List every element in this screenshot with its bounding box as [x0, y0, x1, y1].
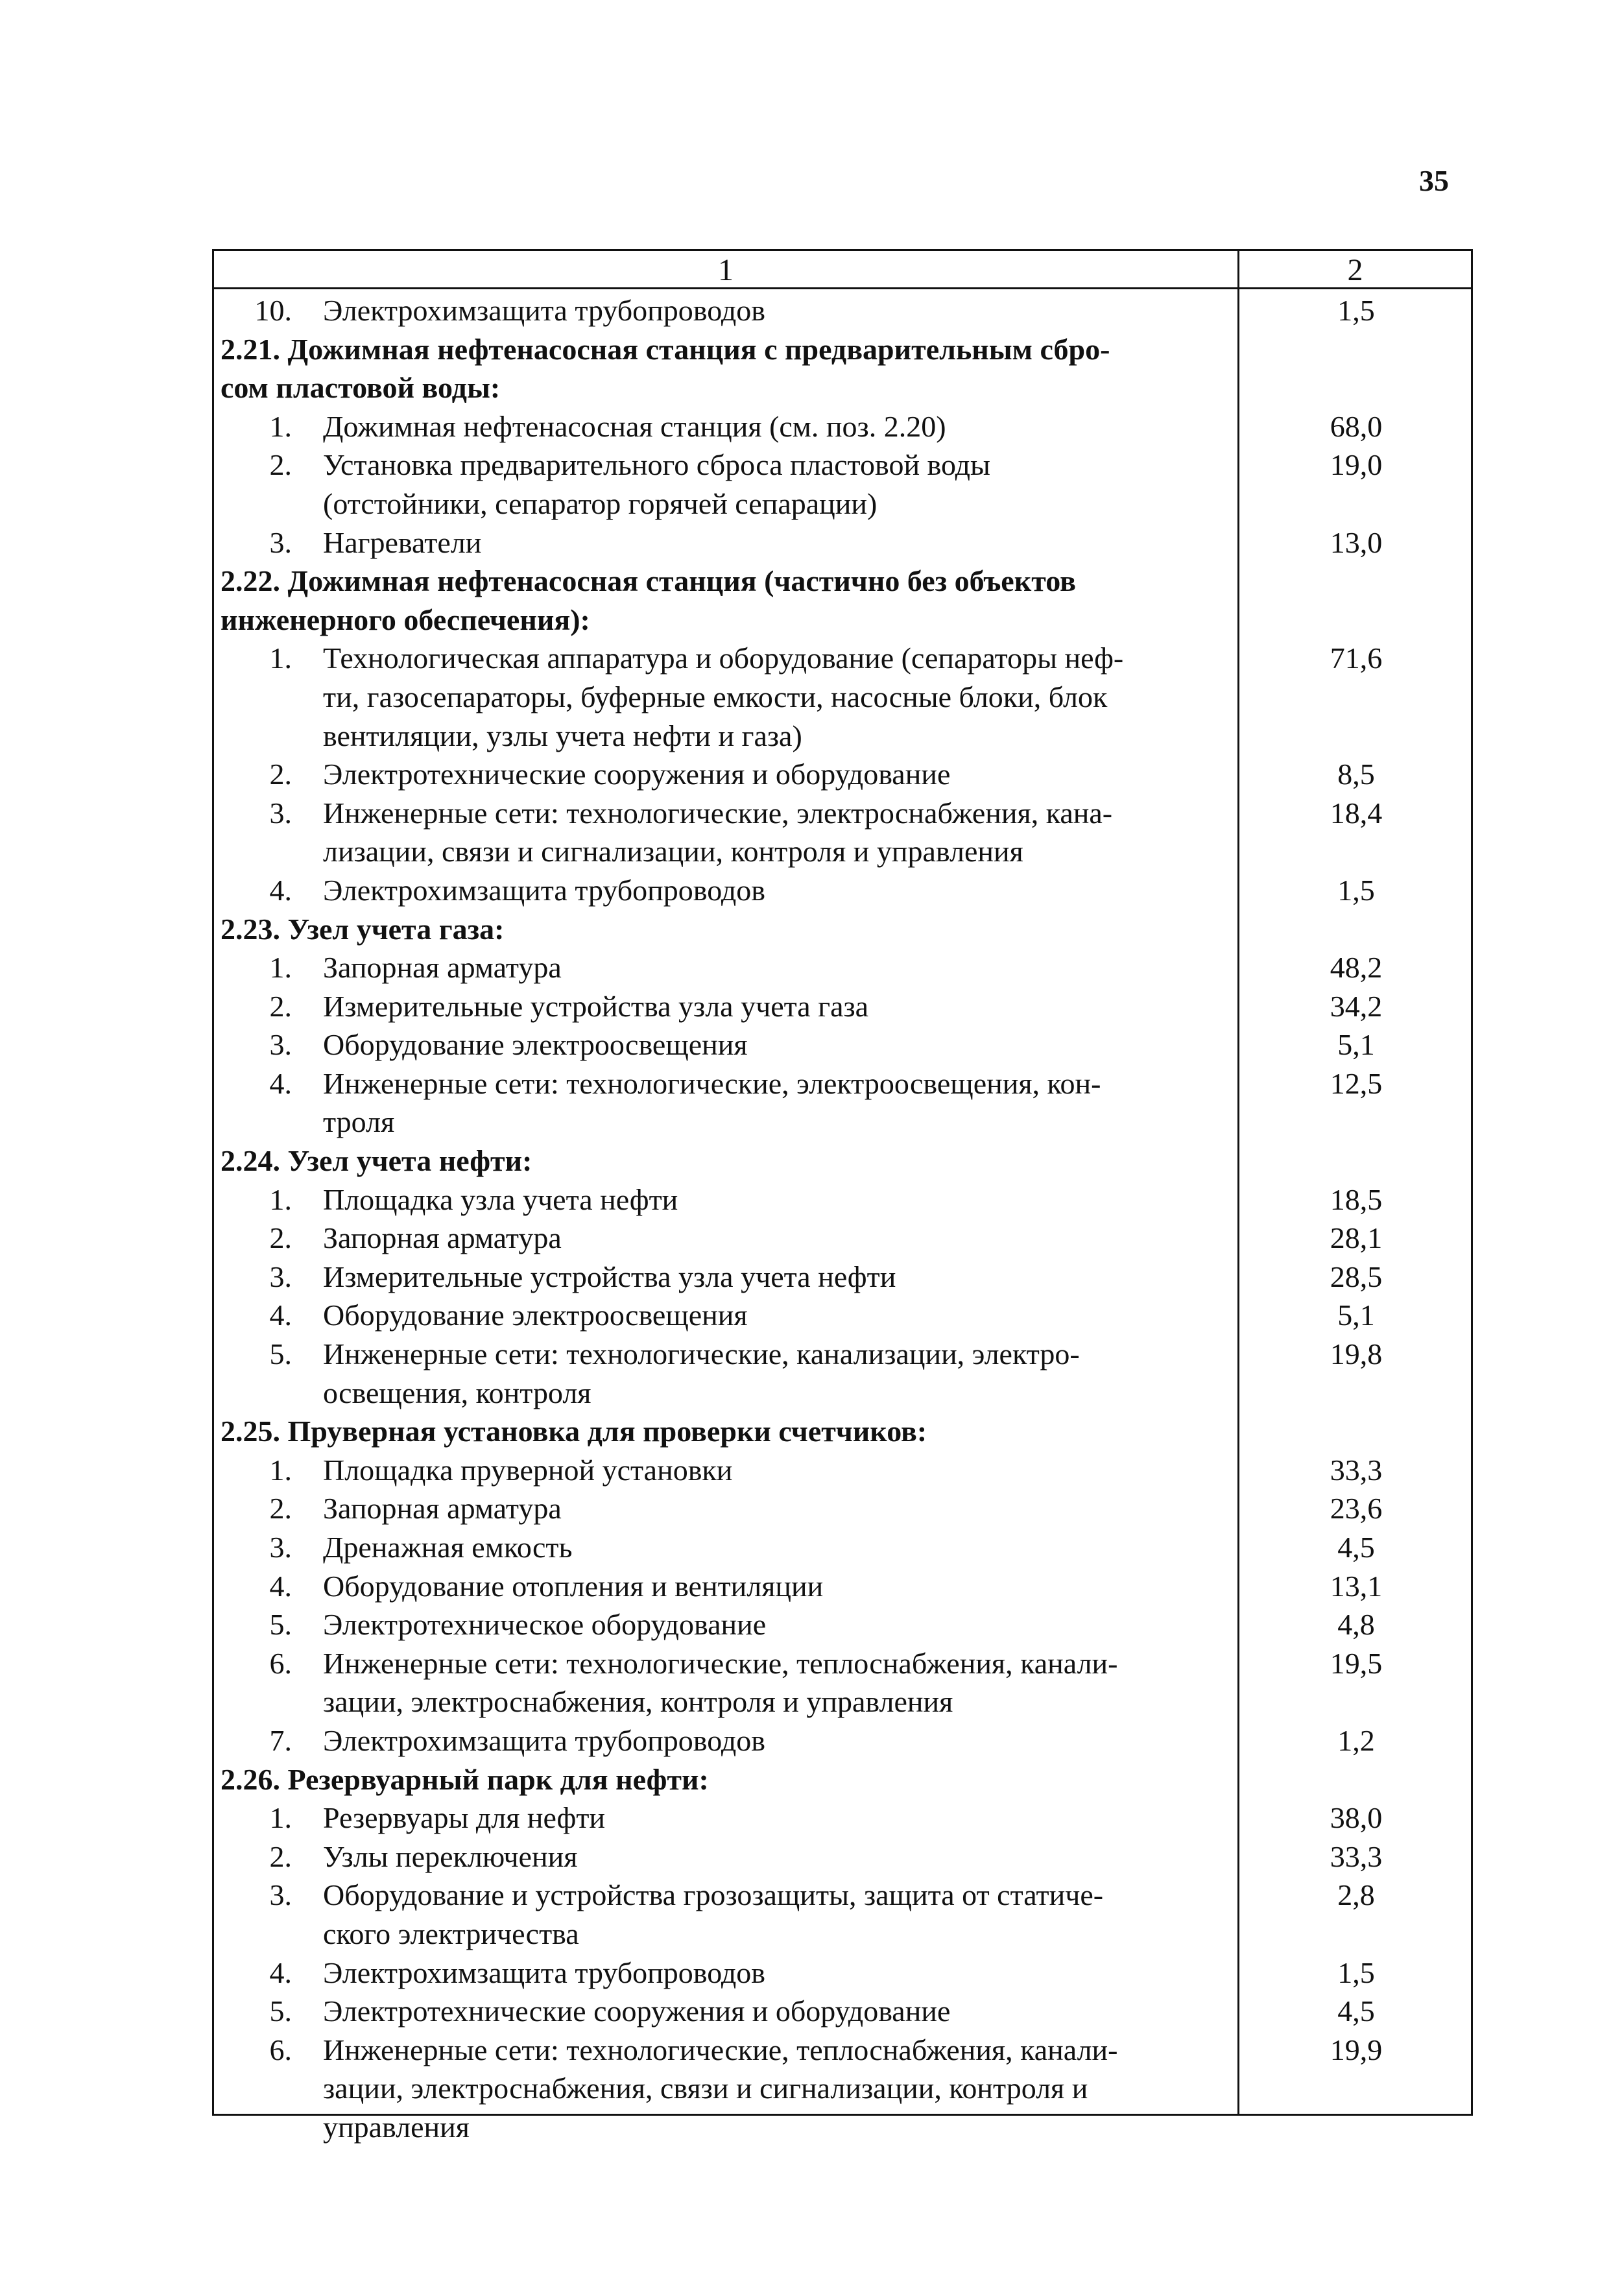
table-row [214, 871, 1471, 910]
section-title [214, 1142, 1216, 1180]
text-line: Инженерные сети: технологические, теплоснабжения, канали- [323, 1646, 1118, 1680]
item-description [214, 1799, 1224, 1837]
item-description [214, 291, 1224, 330]
text-line: 2.25. Пруверная установка для проверки счетчиков: [221, 1415, 927, 1448]
header-col-2: 2 [1347, 253, 1363, 287]
page-number: 35 [1419, 164, 1449, 197]
item-description [214, 1721, 1224, 1760]
item-number: 2. [269, 1221, 292, 1255]
text-line: Электрохимзащита трубопроводов [323, 1956, 766, 1989]
value-cell: 8,5 [1337, 758, 1375, 791]
item-number: 4. [269, 1956, 292, 1989]
value-cell: 1,5 [1337, 294, 1375, 327]
item-description [214, 1025, 1224, 1064]
text-line: зации, электроснабжения, контроля и управления [323, 1685, 953, 1719]
text-line: троля [323, 1105, 395, 1139]
value-cell: 71,6 [1330, 641, 1383, 675]
item-description [214, 446, 1224, 523]
item-number: 2. [269, 448, 292, 482]
table-row [214, 1180, 1471, 1219]
value-cell: 23,6 [1330, 1492, 1383, 1525]
table-row [214, 1025, 1471, 1064]
item-description [214, 2031, 1224, 2147]
text-line: Резервуары для нефти [323, 1801, 606, 1835]
text-line: 2.24. Узел учета нефти: [221, 1144, 532, 1178]
item-number: 3. [269, 1028, 292, 1062]
table-row [214, 1644, 1471, 1721]
text-line: 2.23. Узел учета газа: [221, 912, 505, 946]
item-number: 1. [269, 951, 292, 985]
value-cell: 19,9 [1330, 2033, 1383, 2066]
text-line: Измерительные устройства узла учета нефти [323, 1260, 896, 1293]
item-number: 5. [269, 1994, 292, 2028]
item-description [214, 948, 1224, 987]
cost-table [212, 249, 1473, 2144]
table-row [214, 1837, 1471, 1876]
item-number: 3. [269, 525, 292, 559]
text-line: Электротехническое оборудование [323, 1608, 767, 1642]
value-cell: 1,2 [1337, 1723, 1375, 1757]
value-cell: 33,3 [1330, 1839, 1383, 1873]
value-cell: 4,5 [1337, 1531, 1375, 1564]
item-number: 4. [269, 1298, 292, 1332]
table-row [214, 1335, 1471, 1412]
item-description [214, 1296, 1224, 1335]
text-line: Оборудование отопления и вентиляции [323, 1569, 824, 1603]
text-line: Электрохимзащита трубопроводов [323, 1723, 766, 1757]
item-number: 1. [269, 1801, 292, 1835]
item-number: 4. [269, 1569, 292, 1603]
table-row [214, 1992, 1471, 2031]
text-line: Инженерные сети: технологические, теплоснабжения, канали- [323, 2033, 1118, 2066]
item-description [214, 1954, 1224, 1992]
item-number: 1. [269, 1453, 292, 1487]
section-row [214, 1412, 1471, 1451]
item-number: 1. [269, 641, 292, 675]
text-line: Технологическая аппаратура и оборудование (сепараторы неф- [323, 641, 1124, 675]
item-description [214, 1064, 1224, 1142]
text-line: инженерного обеспечения): [221, 603, 590, 636]
text-line: Дренажная емкость [323, 1531, 573, 1564]
item-number: 6. [269, 2033, 292, 2066]
item-number: 3. [269, 1878, 292, 1912]
value-cell: 33,3 [1330, 1453, 1383, 1487]
table-row [214, 1954, 1471, 1992]
item-description [214, 794, 1224, 871]
item-description [214, 1567, 1224, 1606]
text-line: 2.26. Резервуарный парк для нефти: [221, 1762, 709, 1796]
text-line: Инженерные сети: технологические, электроосвещения, кон- [323, 1066, 1101, 1100]
item-description [214, 1451, 1224, 1490]
text-line: сом пластовой воды: [221, 371, 501, 405]
item-number: 2. [269, 989, 292, 1023]
text-line: Инженерные сети: технологические, электроснабжения, кана- [323, 796, 1113, 830]
table-row [214, 1489, 1471, 1528]
item-number: 3. [269, 1260, 292, 1293]
section-row [214, 330, 1471, 407]
text-line: вентиляции, узлы учета нефти и газа) [323, 719, 802, 752]
value-cell: 38,0 [1330, 1801, 1383, 1835]
text-line: Запорная арматура [323, 1492, 562, 1525]
text-line: 2.21. Дожимная нефтенасосная станция с предварительным сбро- [221, 332, 1110, 366]
table-row [214, 1219, 1471, 1258]
item-number: 5. [269, 1337, 292, 1371]
section-row [214, 1142, 1471, 1180]
table-row [214, 1064, 1471, 1142]
item-description [214, 639, 1224, 755]
value-cell: 13,0 [1330, 525, 1383, 559]
text-line: ского электричества [323, 1917, 579, 1950]
value-cell: 5,1 [1337, 1028, 1375, 1062]
item-description [214, 987, 1224, 1026]
table-row [214, 407, 1471, 446]
item-number: 5. [269, 1608, 292, 1642]
value-cell: 19,8 [1330, 1337, 1383, 1371]
value-cell: 19,5 [1330, 1646, 1383, 1680]
item-number: 4. [269, 1066, 292, 1100]
section-title [214, 562, 1216, 639]
table-row [214, 639, 1471, 755]
item-description [214, 1219, 1224, 1258]
item-description [214, 1489, 1224, 1528]
item-description [214, 1180, 1224, 1219]
item-description [214, 1992, 1224, 2031]
item-description [214, 1837, 1224, 1876]
text-line: Электротехнические сооружения и оборудование [323, 758, 951, 791]
text-line: Электротехнические сооружения и оборудование [323, 1994, 951, 2028]
item-description [214, 523, 1224, 562]
item-description [214, 1528, 1224, 1567]
header-col-1: 1 [718, 253, 734, 287]
table-row [214, 1296, 1471, 1335]
table-row [214, 1567, 1471, 1606]
text-line: Узлы переключения [323, 1839, 578, 1873]
text-line: Установка предварительного сброса пластовой воды [323, 448, 990, 482]
table-row [214, 291, 1471, 330]
item-description [214, 871, 1224, 910]
item-description [214, 1335, 1224, 1412]
text-line: Запорная арматура [323, 951, 562, 985]
text-line: Инженерные сети: технологические, канализации, электро- [323, 1337, 1080, 1371]
item-description [214, 1258, 1224, 1297]
item-description [214, 1876, 1224, 1953]
value-cell: 48,2 [1330, 951, 1383, 985]
table-row [214, 1721, 1471, 1760]
table-row [214, 948, 1471, 987]
table-body [214, 291, 1471, 2147]
item-number: 10. [254, 294, 292, 327]
item-number: 4. [269, 873, 292, 907]
table-row [214, 794, 1471, 871]
text-line: Электрохимзащита трубопроводов [323, 873, 766, 907]
item-description [214, 1605, 1224, 1644]
table-row [214, 1528, 1471, 1567]
text-line: Нагреватели [323, 525, 482, 559]
item-number: 6. [269, 1646, 292, 1680]
table-row [214, 1451, 1471, 1490]
text-line: 2.22. Дожимная нефтенасосная станция (частично без объектов [221, 564, 1076, 598]
item-number: 1. [269, 1182, 292, 1216]
value-cell: 18,5 [1330, 1182, 1383, 1216]
text-line: ти, газосепараторы, буферные емкости, насосные блоки, блок [323, 680, 1108, 713]
text-line: Оборудование электроосвещения [323, 1298, 748, 1332]
text-line: Оборудование и устройства грозозащиты, защита от статиче- [323, 1878, 1104, 1912]
value-cell: 12,5 [1330, 1066, 1383, 1100]
text-line: зации, электроснабжения, связи и сигнализации, контроля и [323, 2072, 1088, 2105]
section-title [214, 330, 1216, 407]
value-cell: 4,8 [1337, 1608, 1375, 1642]
item-number: 3. [269, 796, 292, 830]
table-row [214, 523, 1471, 562]
value-cell: 19,0 [1330, 448, 1383, 482]
table-row [214, 446, 1471, 523]
table-row [214, 1605, 1471, 1644]
value-cell: 28,1 [1330, 1221, 1383, 1255]
item-number: 3. [269, 1531, 292, 1564]
section-row [214, 562, 1471, 639]
value-cell: 5,1 [1337, 1298, 1375, 1332]
item-number: 7. [269, 1723, 292, 1757]
table-row [214, 755, 1471, 794]
text-line: Оборудование электроосвещения [323, 1028, 748, 1062]
text-line: Измерительные устройства узла учета газа [323, 989, 869, 1023]
section-row [214, 1760, 1471, 1799]
value-cell: 1,5 [1337, 873, 1375, 907]
section-row [214, 910, 1471, 949]
value-cell: 68,0 [1330, 409, 1383, 443]
item-description [214, 1644, 1224, 1721]
value-cell: 1,5 [1337, 1956, 1375, 1989]
table-row [214, 1258, 1471, 1297]
section-title [214, 910, 1216, 949]
value-cell: 18,4 [1330, 796, 1383, 830]
value-cell: 2,8 [1337, 1878, 1375, 1912]
table-row [214, 987, 1471, 1026]
table-row [214, 2031, 1471, 2147]
text-line: (отстойники, сепаратор горячей сепарации) [323, 486, 878, 520]
value-cell: 34,2 [1330, 989, 1383, 1023]
table-row [214, 1876, 1471, 1953]
item-number: 2. [269, 1839, 292, 1873]
value-cell: 13,1 [1330, 1569, 1383, 1603]
table-row [214, 1799, 1471, 1837]
text-line: Электрохимзащита трубопроводов [323, 294, 766, 327]
text-line: Запорная арматура [323, 1221, 562, 1255]
section-title [214, 1412, 1216, 1451]
text-line: лизации, связи и сигнализации, контроля и управления [323, 835, 1023, 868]
value-cell: 28,5 [1330, 1260, 1383, 1293]
item-number: 2. [269, 1492, 292, 1525]
table-header [214, 251, 1471, 289]
text-line: управления [323, 2110, 470, 2144]
text-line: Дожимная нефтенасосная станция (см. поз. 2.20) [323, 409, 946, 443]
item-number: 2. [269, 758, 292, 791]
text-line: Площадка пруверной установки [323, 1453, 733, 1487]
item-description [214, 755, 1224, 794]
text-line: Площадка узла учета нефти [323, 1182, 678, 1216]
item-number: 1. [269, 409, 292, 443]
text-line: освещения, контроля [323, 1376, 591, 1409]
section-title [214, 1760, 1216, 1799]
item-description [214, 407, 1224, 446]
value-cell: 4,5 [1337, 1994, 1375, 2028]
